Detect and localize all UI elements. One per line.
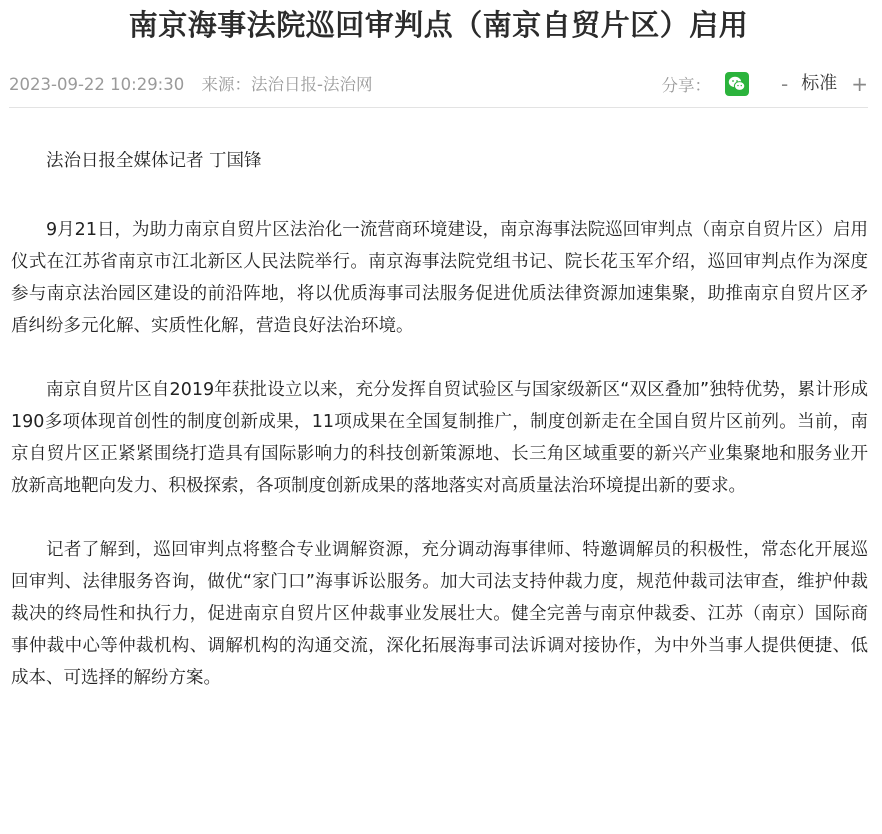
article-paragraph: 南京自贸片区自2019年获批设立以来，充分发挥自贸试验区与国家级新区“双区叠加”独特优势，累计形成190多项体现首创性的制度创新成果，11项成果在全国复制推广，制度创新走在全国自贸片区前列。当前，南京自贸片区正紧紧围绕打造具有国际影响力的科技创新策源地、长三角区域重要的新兴产业集聚地和服务业开放新高地靶向发力、积极探索，各项制度创新成果的落地落实对高质量法治环境提出新的要求。 — [11, 380, 868, 496]
article-source: 来源：法治日报-法治网 — [201, 75, 373, 94]
font-increase-button[interactable]: + — [851, 72, 868, 96]
font-decrease-button[interactable]: - — [781, 72, 789, 96]
article-byline: 法治日报全媒体记者 丁国锋 — [46, 151, 262, 171]
article-meta-info — [9, 73, 372, 97]
article-body — [9, 145, 868, 694]
share-label: 分享： — [661, 76, 712, 95]
font-size-label: 标准 — [801, 73, 838, 94]
article-tools — [662, 69, 868, 99]
publish-date: 2023-09-22 10:29:30 — [9, 75, 185, 94]
article-meta-bar — [9, 50, 868, 108]
wechat-icon[interactable] — [725, 72, 749, 96]
article-paragraph: 9月21日，为助力南京自贸片区法治化一流营商环境建设，南京海事法院巡回审判点（南京自贸片区）启用仪式在江苏省南京市江北新区人民法院举行。南京海事法院党组书记、院长花玉军介绍，巡回审判点作为深度参与南京法治园区建设的前沿阵地，将以优质海事司法服务促进优质法律资源加速集聚，助推南京自贸片区矛盾纠纷多元化解、实质性化解，营造良好法治环境。 — [11, 220, 868, 336]
article-title: 南京海事法院巡回审判点（南京自贸片区）启用 — [128, 8, 749, 42]
article-paragraph: 记者了解到，巡回审判点将整合专业调解资源，充分调动海事律师、特邀调解员的积极性，常态化开展巡回审判、法律服务咨询，做优“家门口”海事诉讼服务。加大司法支持仲裁力度，规范仲裁司法审查，维护仲裁裁决的终局性和执行力，促进南京自贸片区仲裁事业发展壮大。健全完善与南京仲裁委、江苏（南京）国际商事仲裁中心等仲裁机构、调解机构的沟通交流，深化拓展海事司法诉调对接协作，为中外当事人提供便捷、低成本、可选择的解纷方案。 — [11, 540, 868, 688]
